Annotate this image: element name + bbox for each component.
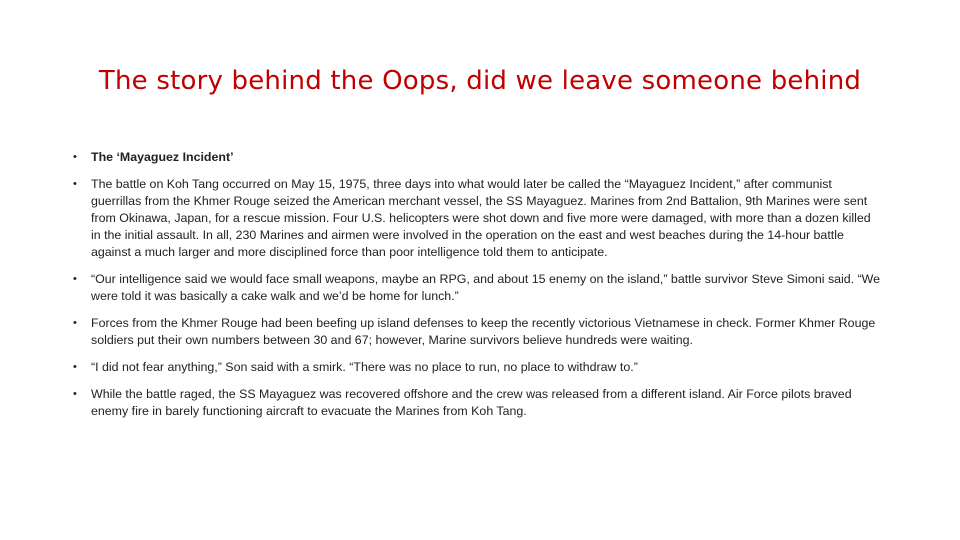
bullet-dot-icon: • [73, 388, 77, 400]
bullet-dot-icon: • [73, 273, 77, 285]
bullet-item [72, 315, 882, 349]
bullet-item [72, 386, 882, 420]
bullet-dot-icon: • [73, 317, 77, 329]
bullet-text: “Our intelligence said we would face small weapons, maybe an RPG, and about 15 enemy on the island,” battle survivor Steve Simoni said. “We were told it was basically a cake walk and we’d be home for lunch.” [91, 272, 881, 303]
bullet-dot-icon: • [73, 151, 77, 163]
bullet-item [72, 176, 882, 261]
bullet-text: The ‘Mayaguez Incident’ [91, 150, 234, 164]
bullet-item-heading [72, 149, 882, 166]
bullet-text: While the battle raged, the SS Mayaguez was recovered offshore and the crew was released from a different island. Air Force pilots braved enemy fire in barely functioning aircraft to evacuate the Marines from Koh Tang. [91, 387, 852, 418]
bullet-text: The battle on Koh Tang occurred on May 15, 1975, three days into what would later be called the “Mayaguez Incident,” after communist guerrillas from the Khmer Rouge seized the American merchant vessel, the SS Mayaguez. Marines from 2nd Battalion, 9th Marines were sent from Okinawa, Japan, for a rescue mission. Four U.S. helicopters were shot down and five more were damaged, with more than a dozen killed in the initial assault. In all, 230 Marines and airmen were involved in the operation on the east and west beaches during the 14-hour battle against a much larger and more disciplined force than poor intelligence told them to anticipate. [91, 177, 871, 259]
bullet-list [72, 149, 882, 430]
bullet-dot-icon: • [73, 178, 77, 190]
bullet-text: “I did not fear anything,” Son said with a smirk. “There was no place to run, no place to withdraw to.” [91, 360, 638, 374]
bullet-text: Forces from the Khmer Rouge had been beefing up island defenses to keep the recently victorious Vietnamese in check. Former Khmer Rouge soldiers put their own numbers between 30 and 67; however, Marine survivors believe hundreds were waiting. [91, 316, 876, 347]
bullet-item [72, 359, 882, 376]
slide-title: The story behind the Oops, did we leave someone behind [98, 66, 862, 96]
bullet-dot-icon: • [73, 361, 77, 373]
bullet-item [72, 271, 882, 305]
